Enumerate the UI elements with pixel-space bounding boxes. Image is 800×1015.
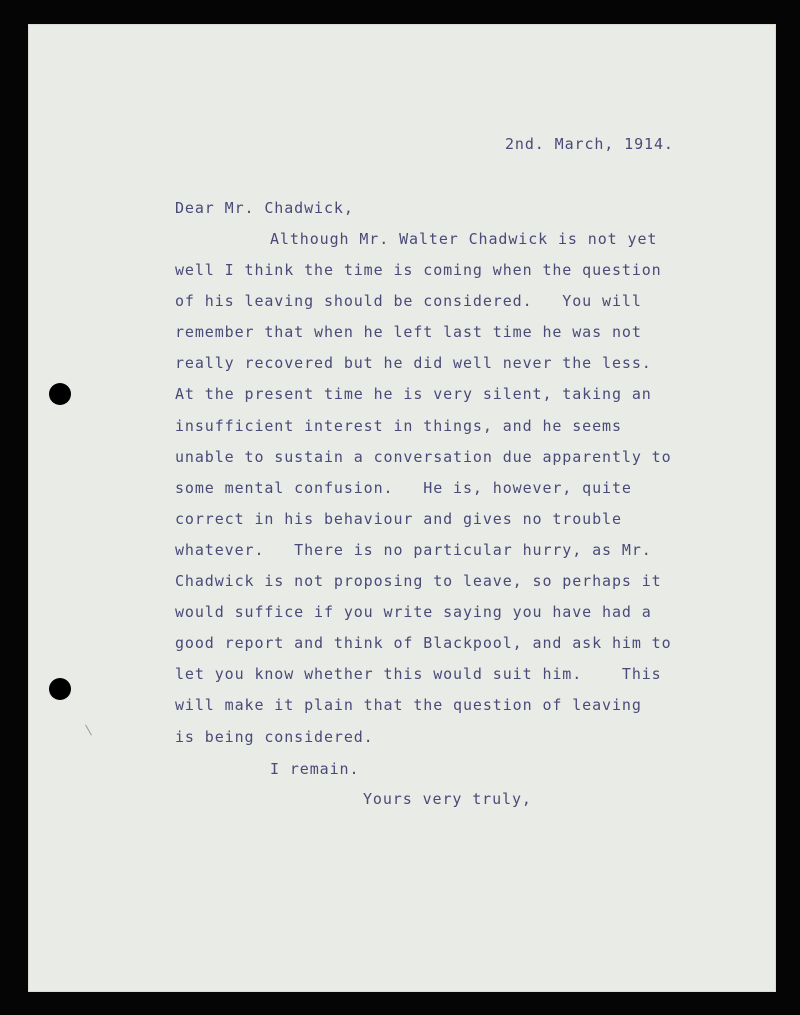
body-line: Chadwick is not proposing to leave, so perhaps it [175, 572, 662, 590]
body-line: Although Mr. Walter Chadwick is not yet [270, 230, 658, 248]
body-line: really recovered but he did well never the less. [175, 354, 652, 372]
body-line: At the present time he is very silent, taking an [175, 385, 652, 403]
letter-salutation: Dear Mr. Chadwick, [175, 199, 354, 217]
body-line: let you know whether this would suit him. This [175, 665, 662, 683]
punch-hole-bottom [49, 678, 71, 700]
body-line: remember that when he left last time he was not [175, 323, 642, 341]
body-line: is being considered. [175, 728, 374, 746]
body-line: some mental confusion. He is, however, quite [175, 479, 632, 497]
body-line: correct in his behaviour and gives no trouble [175, 510, 622, 528]
punch-hole-top [49, 383, 71, 405]
letter-closing: I remain. [270, 760, 360, 778]
letter-page [28, 24, 776, 992]
letter-sign-off: Yours very truly, [363, 790, 532, 808]
letter-date: 2nd. March, 1914. [505, 135, 674, 153]
body-line: of his leaving should be considered. You will [175, 292, 642, 310]
body-line: well I think the time is coming when the question [175, 261, 662, 279]
body-line: would suffice if you write saying you have had a [175, 603, 652, 621]
body-line: insufficient interest in things, and he seems [175, 417, 622, 435]
body-line: good report and think of Blackpool, and ask him to [175, 634, 672, 652]
body-line: unable to sustain a conversation due apparently to [175, 448, 672, 466]
body-line: will make it plain that the question of leaving [175, 696, 642, 714]
body-line: whatever. There is no particular hurry, as Mr. [175, 541, 652, 559]
